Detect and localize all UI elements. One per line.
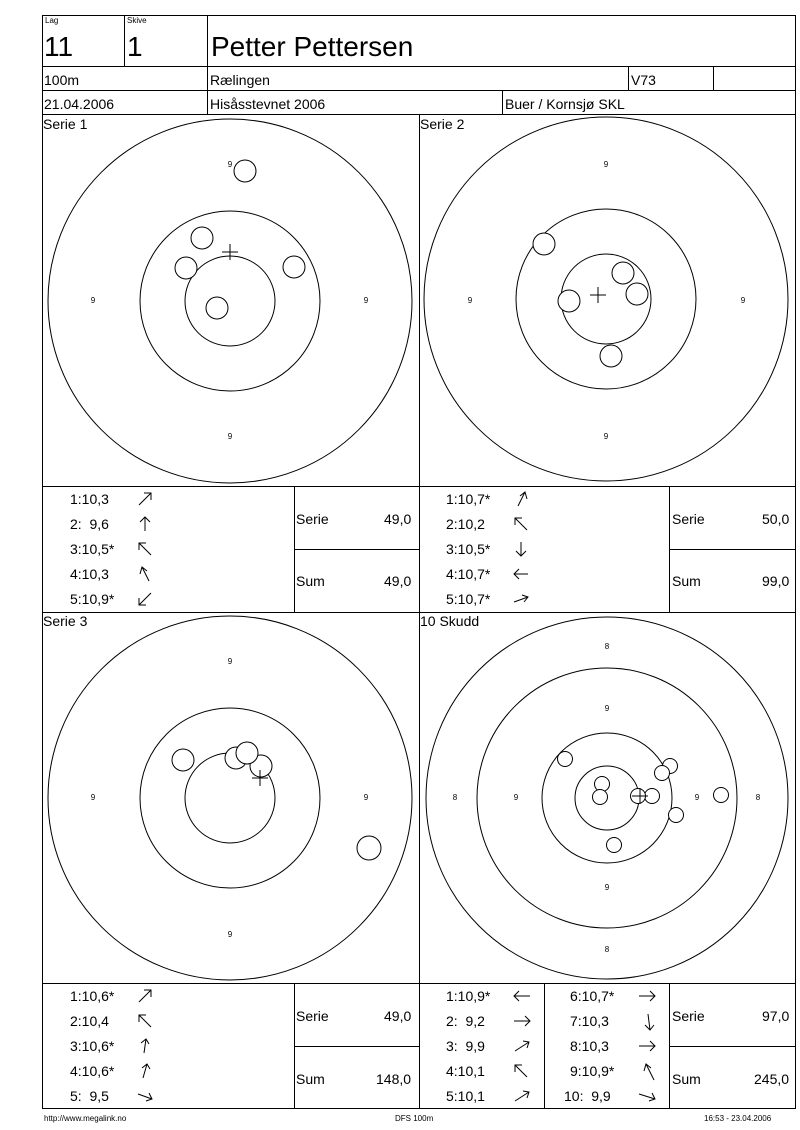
shot-value: 1:10,6*: [70, 988, 115, 1004]
shot-list-10-skudd-b: [545, 983, 669, 1109]
shot-hole: [533, 233, 555, 255]
class: V73: [631, 72, 656, 88]
serie-label: Serie: [672, 1008, 705, 1024]
ring-label-bottom-outer: 8: [604, 945, 610, 954]
arrow-up-right-icon: [512, 1087, 532, 1105]
serie-value: 49,0: [384, 1008, 412, 1024]
arrow-up-left-icon: [512, 515, 530, 533]
shot-value: 7:10,3: [570, 1013, 609, 1029]
shot-hole: [206, 297, 228, 319]
ring-label-right: 9: [363, 793, 369, 802]
arrow-right-icon: [637, 1087, 657, 1105]
serie-label: Serie: [296, 1008, 329, 1024]
panel-title-serie-3: Serie 3: [43, 613, 88, 629]
ring-label-left: 9: [90, 793, 96, 802]
shot-hole: [626, 283, 648, 305]
ring-label-right-outer: 8: [755, 793, 761, 802]
shot-hole: [593, 790, 608, 805]
target-serie-2: [420, 115, 795, 486]
arrow-up-left-icon: [136, 565, 154, 583]
shot-value: 5:10,9*: [70, 591, 115, 607]
lag-value: 11: [44, 31, 74, 62]
shot-list-serie-3: [44, 983, 294, 1109]
center-mark-icon: [590, 287, 606, 303]
shot-hole: [357, 836, 381, 860]
event: Hisåsstevnet 2006: [210, 96, 326, 112]
arrow-right-icon: [512, 1012, 532, 1030]
shot-value: 3:10,6*: [70, 1038, 115, 1054]
target-ring-outer: [48, 119, 412, 483]
arrow-down-icon: [640, 1012, 658, 1032]
arrow-up-right-icon: [512, 1037, 532, 1055]
panel-title-serie-2: Serie 2: [420, 116, 465, 132]
arrow-up-left-icon: [136, 540, 154, 558]
target-ring-9: [140, 708, 320, 888]
shot-list-10-skudd-a: [420, 983, 544, 1109]
serie-label: Serie: [672, 511, 705, 527]
shot-hole: [607, 838, 622, 853]
skive-value: 1: [127, 31, 143, 62]
arrow-right-icon: [136, 1087, 154, 1105]
shot-hole: [669, 808, 684, 823]
shot-hole: [283, 256, 305, 278]
shot-hole: [191, 227, 213, 249]
ring-label-top-inner: 9: [604, 704, 610, 713]
shot-hole: [175, 257, 197, 279]
target-serie-1: [43, 115, 419, 486]
shot-value: 3: 9,9: [446, 1038, 485, 1054]
shot-hole: [612, 262, 634, 284]
arrow-up-icon: [136, 1037, 154, 1055]
ring-label-top: 9: [227, 160, 233, 169]
shot-value: 1:10,7*: [446, 491, 491, 507]
ring-label-left-outer: 8: [452, 793, 458, 802]
shot-value: 2: 9,6: [70, 516, 109, 532]
arrow-down-icon: [512, 540, 530, 558]
club: Rælingen: [210, 72, 270, 88]
lag-label: Lag: [45, 16, 59, 25]
target-ring-outer: [48, 616, 412, 980]
serie-value: 50,0: [762, 511, 790, 527]
arrow-right-icon: [637, 1037, 657, 1055]
arrow-up-icon: [136, 1062, 154, 1080]
arrow-left-icon: [512, 565, 530, 583]
serie-value: 49,0: [384, 511, 412, 527]
footer-timestamp: 16:53 - 23.04.2006: [704, 1114, 772, 1123]
panel-title-10-skudd: 10 Skudd: [420, 613, 480, 629]
arrow-right-icon: [637, 987, 657, 1005]
arrow-up-right-icon: [136, 987, 154, 1005]
shot-value: 5:10,7*: [446, 591, 491, 607]
arrow-up-right-icon: [136, 490, 154, 508]
ring-label-top-outer: 8: [604, 642, 610, 651]
shot-value: 2:10,4: [70, 1013, 109, 1029]
target-10-skudd: [420, 613, 795, 983]
target-ring-outer: [424, 117, 788, 481]
shot-value: 3:10,5*: [70, 541, 115, 557]
shot-value: 4:10,1: [446, 1063, 485, 1079]
arrow-up-left-icon: [640, 1062, 658, 1082]
target-ring-9: [140, 211, 320, 391]
shot-hole: [558, 290, 580, 312]
shot-value: 1:10,3: [70, 491, 109, 507]
shot-value: 10: 9,9: [564, 1088, 611, 1104]
footer-center: DFS 100m: [395, 1114, 434, 1123]
date: 21.04.2006: [44, 96, 115, 112]
ring-label-left: 9: [467, 296, 473, 305]
target-ring-10: [185, 256, 275, 346]
shot-value: 4:10,7*: [446, 566, 491, 582]
shot-hole: [558, 752, 573, 767]
shot-hole: [595, 777, 610, 792]
ring-label-bottom: 9: [603, 432, 609, 441]
shot-hole: [600, 345, 622, 367]
ring-label-right: 9: [363, 296, 369, 305]
sum-label: Sum: [672, 573, 701, 589]
range: Buer / Kornsjø SKL: [505, 96, 625, 112]
arrow-right-icon: [512, 590, 530, 608]
arrow-up-left-icon: [512, 1062, 532, 1080]
arrow-down-left-icon: [136, 590, 154, 608]
target-serie-3: [43, 613, 419, 983]
sum-label: Sum: [296, 573, 325, 589]
arrow-up-icon: [136, 515, 154, 533]
shot-value: 2:10,2: [446, 516, 485, 532]
shot-list-serie-1: [44, 486, 294, 612]
center-mark-icon: [222, 244, 238, 260]
shot-list-serie-2: [420, 486, 669, 612]
shot-hole: [172, 749, 194, 771]
sum-label: Sum: [296, 1071, 325, 1087]
ring-label-right-inner: 9: [694, 793, 700, 802]
shot-value: 6:10,7*: [570, 988, 615, 1004]
arrow-up-left-icon: [136, 1012, 154, 1030]
ring-label-bottom: 9: [227, 930, 233, 939]
shot-value: 2: 9,2: [446, 1013, 485, 1029]
ring-label-left: 9: [90, 296, 96, 305]
ring-label-left-inner: 9: [513, 793, 519, 802]
serie-value: 97,0: [762, 1008, 790, 1024]
ring-label-bottom: 9: [227, 432, 233, 441]
shot-value: 5:10,1: [446, 1088, 485, 1104]
ring-label-top: 9: [227, 657, 233, 666]
shooter-name: Petter Pettersen: [211, 31, 414, 62]
ring-label-bottom-inner: 9: [604, 883, 610, 892]
ring-label-right: 9: [740, 296, 746, 305]
sum-value: 245,0: [754, 1071, 790, 1087]
sum-value: 99,0: [762, 573, 790, 589]
shot-value: 3:10,5*: [446, 541, 491, 557]
distance: 100m: [44, 72, 80, 88]
serie-label: Serie: [296, 511, 329, 527]
ring-label-top: 9: [603, 160, 609, 169]
panel-title-serie-1: Serie 1: [43, 116, 88, 132]
sum-value: 49,0: [384, 573, 412, 589]
sum-label: Sum: [672, 1071, 701, 1087]
shot-value: 9:10,9*: [570, 1063, 615, 1079]
arrow-left-icon: [512, 987, 532, 1005]
arrow-up-right-icon: [512, 490, 530, 508]
shot-value: 5: 9,5: [70, 1088, 109, 1104]
shot-hole: [714, 788, 729, 803]
shot-value: 4:10,3: [70, 566, 109, 582]
shot-value: 4:10,6*: [70, 1063, 115, 1079]
footer-link[interactable]: http://www.megalink.no: [44, 1114, 127, 1123]
sum-value: 148,0: [376, 1071, 412, 1087]
shot-value: 1:10,9*: [446, 988, 491, 1004]
shot-hole: [234, 160, 256, 182]
shot-value: 8:10,3: [570, 1038, 609, 1054]
shot-hole: [655, 766, 670, 781]
skive-label: Skive: [127, 16, 147, 25]
shot-hole: [236, 742, 258, 764]
